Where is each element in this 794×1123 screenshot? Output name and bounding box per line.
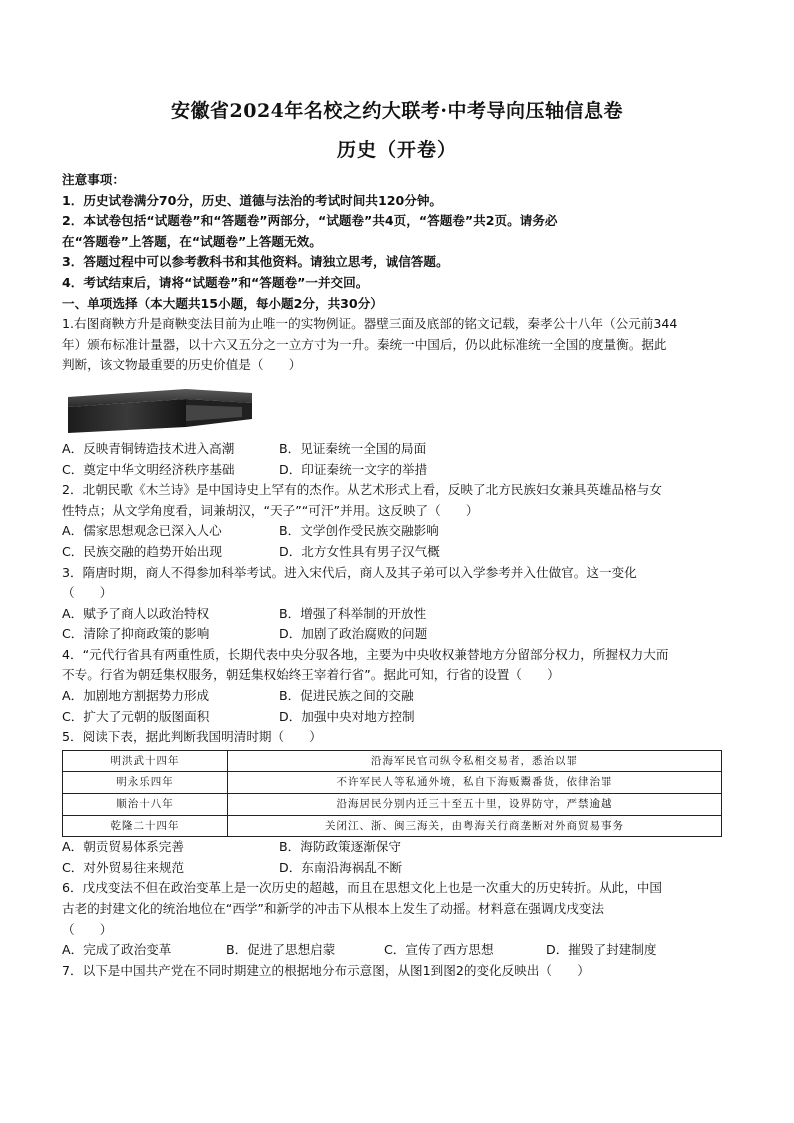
option-row [62, 837, 732, 858]
notice-item: 2．本试卷包括“试题卷”和“答题卷”两部分，“试题卷”共4页，“答题卷”共2页。请务必 [62, 213, 558, 229]
option-c[interactable]: C．对外贸易往来规范 [62, 859, 185, 875]
question-text: 6．戊戌变法不但在政治变革上是一次历史的超越，而且在思想文化上也是一次重大的历史转折。从此，中国 [62, 880, 662, 896]
question-text: 7．以下是中国共产党在不同时期建立的根据地分布示意图，从图1到图2的变化反映出（ ） [62, 962, 590, 978]
exam-title: 安徽省2024年名校之约大联考·中考导向压轴信息卷 [171, 100, 623, 122]
policy-table [62, 750, 722, 837]
option-row [62, 686, 732, 707]
option-row [62, 604, 732, 625]
option-c[interactable]: C．扩大了元朝的版图面积 [62, 708, 210, 724]
option-d[interactable]: D．东南沿海祸乱不断 [279, 859, 403, 875]
notice-item: 4．考试结束后，请将“试题卷”和“答题卷”一并交回。 [62, 274, 369, 290]
option-d[interactable]: D．北方女性具有男子汉气概 [279, 543, 440, 559]
notice-block [62, 170, 732, 294]
option-b[interactable]: B．促进了思想启蒙 [226, 942, 336, 958]
question-6 [62, 878, 732, 960]
option-a[interactable]: A．完成了政治变革 [62, 942, 172, 958]
option-row [62, 940, 732, 961]
exam-content [62, 170, 732, 981]
question-text: （ ） [62, 921, 113, 937]
option-row [62, 439, 732, 460]
option-c[interactable]: C．民族交融的趋势开始出现 [62, 543, 222, 559]
option-row [62, 858, 732, 879]
table-cell-policy: 沿海居民分别内迁三十至五十里，设界防守，严禁逾越 [228, 794, 722, 816]
option-row [62, 460, 732, 481]
table-cell-period: 乾隆二十四年 [63, 815, 228, 837]
question-4 [62, 645, 732, 727]
question-text: 年）颁布标准计量器，以十六又五分之一立方寸为一升。秦统一中国后，仍以此标准统一全国的度量衡。据此 [62, 336, 667, 352]
option-d[interactable]: D．加剧了政治腐败的问题 [279, 626, 428, 642]
option-b[interactable]: B．文学创作受民族交融影响 [279, 523, 439, 539]
table-row [63, 794, 722, 816]
table-row [63, 750, 722, 772]
option-row [62, 624, 732, 645]
question-text: 2．北朝民歌《木兰诗》是中国诗史上罕有的杰作。从艺术形式上看，反映了北方民族妇女兼具英雄品格与女 [62, 482, 662, 498]
question-text: 4．“元代行省具有两重性质，长期代表中央分驭各地，主要为中央收权兼替地方分留部分权力，所握权力大而 [62, 646, 669, 662]
notice-item: 1．历史试卷满分70分，历史、道德与法治的考试时间共120分钟。 [62, 192, 443, 208]
question-text: 不专。行省为朝廷集权服务，朝廷集权始终王宰着行省”。据此可知，行省的设置（ ） [62, 667, 560, 683]
question-1 [62, 314, 732, 480]
option-a[interactable]: A．朝贡贸易体系完善 [62, 839, 184, 855]
table-cell-period: 顺治十八年 [63, 794, 228, 816]
section-heading: 一、单项选择（本大题共15小题，每小题2分，共30分） [62, 295, 383, 311]
question-7 [62, 961, 732, 982]
bronze-measure-icon [66, 383, 256, 435]
notice-heading: 注意事项： [62, 172, 125, 187]
table-cell-period: 明洪武十四年 [63, 750, 228, 772]
option-c[interactable]: C．奠定中华文明经济秩序基础 [62, 461, 235, 477]
table-row [63, 772, 722, 794]
option-c[interactable]: C．清除了抑商政策的影响 [62, 626, 210, 642]
option-b[interactable]: B．促进民族之间的交融 [279, 688, 414, 704]
question-text: 1.右图商鞅方升是商鞅变法目前为止唯一的实物例证。器壁三面及底部的铭文记载，秦孝公十八年（公元前344 [62, 316, 678, 332]
option-a[interactable]: A．儒家思想观念已深入人心 [62, 523, 222, 539]
option-d[interactable]: D．印证秦统一文字的举措 [279, 461, 428, 477]
question-5 [62, 727, 732, 878]
option-d[interactable]: D．加强中央对地方控制 [279, 708, 415, 724]
table-cell-period: 明永乐四年 [63, 772, 228, 794]
question-2 [62, 480, 732, 562]
question-text: 判断，该文物最重要的历史价值是（ ） [62, 357, 302, 373]
notice-item: 在“答题卷”上答题，在“试题卷”上答题无效。 [62, 233, 322, 249]
exam-subtitle: 历史（开卷） [336, 139, 457, 161]
table-cell-policy: 关闭江、浙、闽三海关，由粤海关行商垄断对外商贸易事务 [228, 815, 722, 837]
option-d[interactable]: D．摧毁了封建制度 [546, 942, 657, 958]
shang-yang-fangsheng-image [62, 379, 732, 437]
question-text: 性特点；从文学角度看，词兼胡汉，“天子”“可汗”并用。这反映了（ ） [62, 502, 479, 518]
table-row [63, 815, 722, 837]
table-cell-policy: 不许军民人等私通外境，私自下海贩鬻番货，依律治罪 [228, 772, 722, 794]
option-b[interactable]: B．海防政策逐渐保守 [279, 839, 401, 855]
option-row [62, 521, 732, 542]
option-a[interactable]: A．加剧地方割据势力形成 [62, 688, 210, 704]
notice-item: 3．答题过程中可以参考教科书和其他资料。请独立思考，诚信答题。 [62, 254, 449, 270]
option-a[interactable]: A．反映青铜铸造技术进入高潮 [62, 440, 235, 456]
table-cell-policy: 沿海军民官司纵令私相交易者，悉治以罪 [228, 750, 722, 772]
option-c[interactable]: C．宣传了西方思想 [384, 942, 494, 958]
question-text: 5．阅读下表，据此判断我国明清时期（ ） [62, 729, 322, 745]
question-text: （ ） [62, 585, 113, 601]
question-text: 3．隋唐时期，商人不得参加科举考试。进入宋代后，商人及其子弟可以入学参考并入仕做官。这一变化 [62, 564, 637, 580]
option-row [62, 542, 732, 563]
option-a[interactable]: A．赋予了商人以政治特权 [62, 605, 210, 621]
question-text: 古老的封建文化的统治地位在“西学”和新学的冲击下从根本上发生了动摇。材料意在强调戊戌变法 [62, 901, 604, 916]
option-row [62, 707, 732, 728]
option-b[interactable]: B．见证秦统一全国的局面 [279, 440, 427, 456]
question-3 [62, 563, 732, 645]
option-b[interactable]: B．增强了科举制的开放性 [279, 605, 427, 621]
